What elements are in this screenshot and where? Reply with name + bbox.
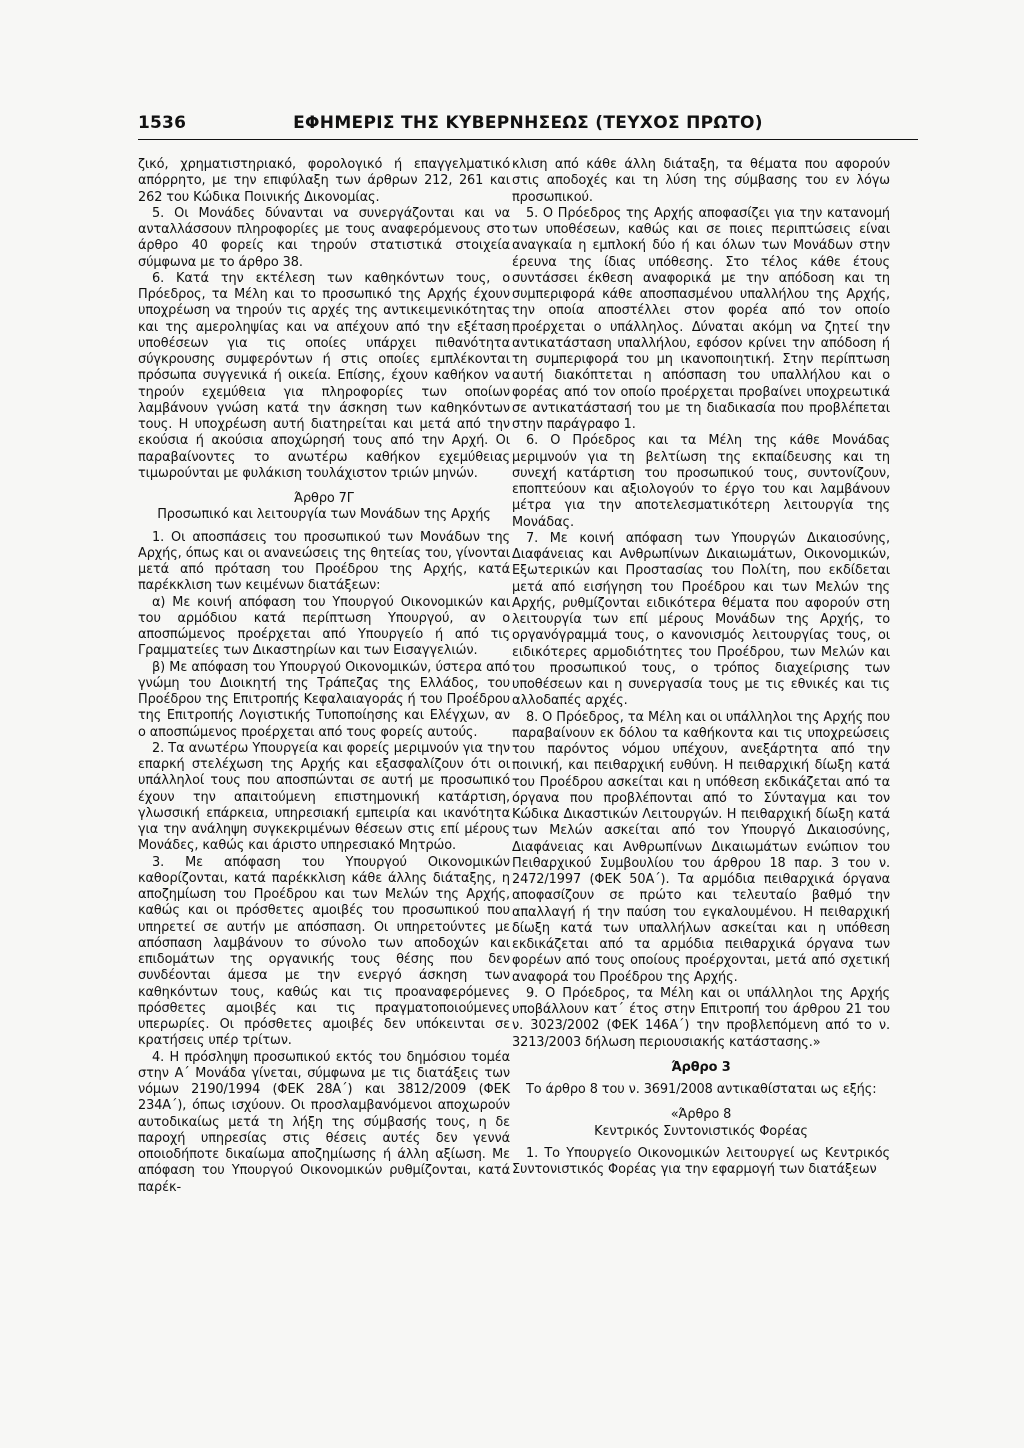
paragraph: 1. Οι αποσπάσεις του προσωπικού των Μονάδων της Αρχής, όπως και οι ανανεώσεις της θητείας του, γίνονται μετά από πρόταση του Προέδρου της Αρχής, κατά παρέκκλιση των κειμένων διατάξεων: (138, 529, 510, 594)
paragraph: 6. Ο Πρόεδρος και τα Μέλη της κάθε Μονάδας μεριμνούν για τη βελτίωση της εκπαίδευσης και τη συνεχή κατάρτιση του προσωπικού τους, συντονίζουν, εποπτεύουν και αξιολογούν το έργο του και λαμβάνουν μέτρα για την αποτελεσματικότερη λειτουργία της Μονάδας. (512, 433, 890, 530)
paragraph: 5. Ο Πρόεδρος της Αρχής αποφασίζει για την κατανομή των υποθέσεων, καθώς και σε ποιες περιπτώσεις είναι αναγκαία η εμπλοκή δύο ή και όλων των Μονάδων στην έρευνα της ίδιας υπόθεσης. Στο τέλος κάθε έτους συντάσσει έκθεση αναφορικά με την απόδοση και τη συμπεριφορά κάθε αποσπασμένου υπαλλήλου της Αρχής, την οποία αποστέλλει στον φορέα από τον οποίο προέρχεται ο υπάλληλος. Δύναται ακόμη να ζητεί την αντικατάσταση υπαλλήλου, εφόσον κρίνει την απόδοση ή τη συμπεριφορά του μη ικανοποιητική. Στην περίπτωση αυτή διακόπτεται η απόσπαση του υπαλλήλου και ο φορέας από τον οποίο προέρχεται προβαίνει υποχρεωτικά σε αντικατάστασή του με τη διαδικασία που προβλέπεται στην παράγραφο 1. (512, 205, 890, 432)
paragraph: 8. Ο Πρόεδρος, τα Μέλη και οι υπάλληλοι της Αρχής που παραβαίνουν εκ δόλου τα καθήκοντα και τις υποχρεώσεις του παρόντος νόμου υπέχουν, ανεξάρτητα από την ποινική, και πειθαρχική ευθύνη. Η πειθαρχική δίωξη κατά του Προέδρου ασκείται και η υπόθεση εκδικάζεται από τα όργανα που προβλέπονται από το Σύνταγμα και τον Κώδικα Δικαστικών Λειτουργών. Η πειθαρχική δίωξη κατά των Μελών ασκείται από τον Υπουργό Δικαιοσύνης, Διαφάνειας και Ανθρωπίνων Δικαιωμάτων ενώπιον του Πειθαρχικού Συμβουλίου του άρθρου 18 παρ. 3 του ν. 2472/1997 (ΦΕΚ 50Α΄). Τα αρμόδια πειθαρχικά όργανα αποφασίζουν σε πρώτο και τελευταίο βαθμό την απαλλαγή ή την παύση του εγκαλουμένου. Η πειθαρχική δίωξη κατά των υπαλλήλων ασκείται και η υπόθεση εκδικάζεται από τα αρμόδια πειθαρχικά όργανα των φορέων από τους οποίους προέρχονται, μετά από σχετική αναφορά του Προέδρου της Αρχής. (512, 709, 890, 985)
paragraph: 7. Με κοινή απόφαση των Υπουργών Δικαιοσύνης, Διαφάνειας και Ανθρωπίνων Δικαιωμάτων, Οικονομικών, Εξωτερικών και Προστασίας του Πολίτη, που εκδίδεται μετά από εισήγηση του Προέδρου και των Μελών της Αρχής, ρυθμίζονται ειδικότερα θέματα που αφορούν στη λειτουργία των επί μέρους Μονάδων της Αρχής, το οργανόγραμμά τους, ο κανονισμός λειτουργίας τους, οι ειδικότερες αρμοδιότητες του Προέδρου, των Μελών και του προσωπικού τους, ο τρόπος διαχείρισης των υποθέσεων και η συνεργασία τους με τις εθνικές και τις αλλοδαπές αρχές. (512, 530, 890, 709)
page-header (138, 113, 918, 140)
article-title: Άρθρο 7Γ (294, 491, 354, 506)
right-column (512, 157, 890, 1178)
paragraph: 1. Το Υπουργείο Οικονομικών λειτουργεί ως Κεντρικός Συντονιστικός Φορέας για την εφαρμογή των διατάξεων (512, 1145, 890, 1177)
paragraph: 9. Ο Πρόεδρος, τα Μέλη και οι υπάλληλοι της Αρχής υποβάλλουν κατ΄ έτος στην Επιτροπή του άρθρου 21 του ν. 3023/2002 (ΦΕΚ 146Α΄) την προβλεπόμενη από το ν. 3213/2003 δήλωση περιουσιακής κατάστασης.» (512, 985, 890, 1050)
running-title: ΕΦΗΜΕΡΙΣ ΤΗΣ ΚΥΒΕΡΝΗΣΕΩΣ (ΤΕΥΧΟΣ ΠΡΩΤΟ) (293, 113, 763, 133)
article-subtitle: Προσωπικό και λειτουργία των Μονάδων της Αρχής (157, 507, 491, 523)
paragraph: 3. Με απόφαση του Υπουργού Οικονομικών καθορίζονται, κατά παρέκκλιση κάθε άλλης διάταξης, η αποζημίωση του Προέδρου και των Μελών της Αρχής, καθώς και οι πρόσθετες αμοιβές του προσωπικού που υπηρετεί σε αυτήν με απόσπαση. Οι υπηρετούντες με απόσπαση λαμβάνουν το σύνολο των αποδοχών και επιδομάτων της οργανικής τους θέσης που δεν συνδέονται άμεσα με την ενεργό άσκηση των καθηκόντων τους, καθώς και τις προαναφερόμενες πρόσθετες αμοιβές και τις πραγματοποιούμενες υπερωρίες. Οι πρόσθετες αμοιβές δεν υπόκεινται σε κρατήσεις υπέρ τρίτων. (138, 854, 510, 1049)
left-column (138, 157, 510, 1196)
page-number: 1536 (138, 113, 187, 133)
paragraph: β) Με απόφαση του Υπουργού Οικονομικών, ύστερα από γνώμη του Διοικητή της Τράπεζας της Ελλάδος, του Προέδρου της Επιτροπής Κεφαλαιαγοράς ή του Προέδρου της Επιτροπής Λογιστικής Τυποποίησης και Ελέγχων, αν ο αποσπώμενος προέρχεται από τους φορείς αυτούς. (138, 659, 510, 740)
paragraph: κλιση από κάθε άλλη διάταξη, τα θέματα που αφορούν στις αποδοχές και τη λύση της σύμβασης του εν λόγω προσωπικού. (512, 157, 890, 205)
paragraph: 5. Οι Μονάδες δύνανται να συνεργάζονται και να ανταλλάσσουν πληροφορίες με τους αναφερόμενους στο άρθρο 40 φορείς και τηρούν στατιστικά στοιχεία σύμφωνα με το άρθρο 38. (138, 205, 510, 270)
quoted-article-subtitle: Κεντρικός Συντονιστικός Φορέας (594, 1123, 808, 1139)
paragraph: Το άρθρο 8 του ν. 3691/2008 αντικαθίσταται ως εξής: (526, 1082, 877, 1097)
paragraph: 4. Η πρόσληψη προσωπικού εκτός του δημόσιου τομέα στην Α΄ Μονάδα γίνεται, σύμφωνα με τις διατάξεις των νόμων 2190/1994 (ΦΕΚ 28Α΄) και 3812/2009 (ΦΕΚ 234Α΄), όπως ισχύουν. Οι προσλαμβανόμενοι αποχωρούν αυτοδικαίως μετά τη λήξη της σύμβασής τους, η δε παροχή υπηρεσίας στις θέσεις αυτές δεν γεννά οποιοδήποτε δικαίωμα αποζημίωσης ή άλλη αξίωση. Με απόφαση του Υπουργού Οικονομικών ρυθμίζονται, κατά παρέκ- (138, 1049, 510, 1195)
paragraph: α) Με κοινή απόφαση του Υπουργού Οικονομικών και του αρμόδιου κατά περίπτωση Υπουργού, αν ο αποσπώμενος προέρχεται από Υπουργείο ή από τις Γραμματείες των Δικαστηρίων και των Εισαγγελιών. (138, 594, 510, 659)
quoted-article-title: «Άρθρο 8 (670, 1107, 732, 1123)
paragraph: 2. Τα ανωτέρω Υπουργεία και φορείς μεριμνούν για την επαρκή στελέχωση της Αρχής και εξασφαλίζουν ότι οι υπάλληλοί τους που αποσπώνται σε αυτή με προσωπικό έχουν την απαιτούμενη επιστημονική κατάρτιση, γλωσσική επάρκεια, υπηρεσιακή εμπειρία και ικανότητα για την ανάληψη συγκεκριμένων θέσεων στις επί μέρους Μονάδες, καθώς και άριστο υπηρεσιακό Μητρώο. (138, 740, 510, 854)
paragraph: 6. Κατά την εκτέλεση των καθηκόντων τους, ο Πρόεδρος, τα Μέλη και το προσωπικό της Αρχής έχουν υποχρέωση να τηρούν τις αρχές της αντικειμενικότητας και της αμεροληψίας και να απέχουν από την εξέταση υποθέσεων για τις οποίες υπάρχει πιθανότητα σύγκρουσης συμφερόντων ή στις οποίες εμπλέκονται πρόσωπα συγγενικά ή οικεία. Επίσης, έχουν καθήκον να τηρούν εχεμύθεια για πληροφορίες των οποίων λαμβάνουν γνώση κατά την άσκηση των καθηκόντων τους. Η υποχρέωση αυτή διατηρείται και μετά από την εκούσια ή ακούσια αποχώρησή τους από την Αρχή. Οι παραβαίνοντες το ανωτέρω καθήκον εχεμύθειας τιμωρούνται με φυλάκιση τουλάχιστον τριών μηνών. (138, 270, 510, 481)
paragraph: ζικό, χρηματιστηριακό, φορολογικό ή επαγγελματικό απόρρητο, με την επιφύλαξη των άρθρων 212, 261 και 262 του Κώδικα Ποινικής Δικονομίας. (138, 157, 510, 205)
article-title: Άρθρο 3 (671, 1059, 731, 1075)
